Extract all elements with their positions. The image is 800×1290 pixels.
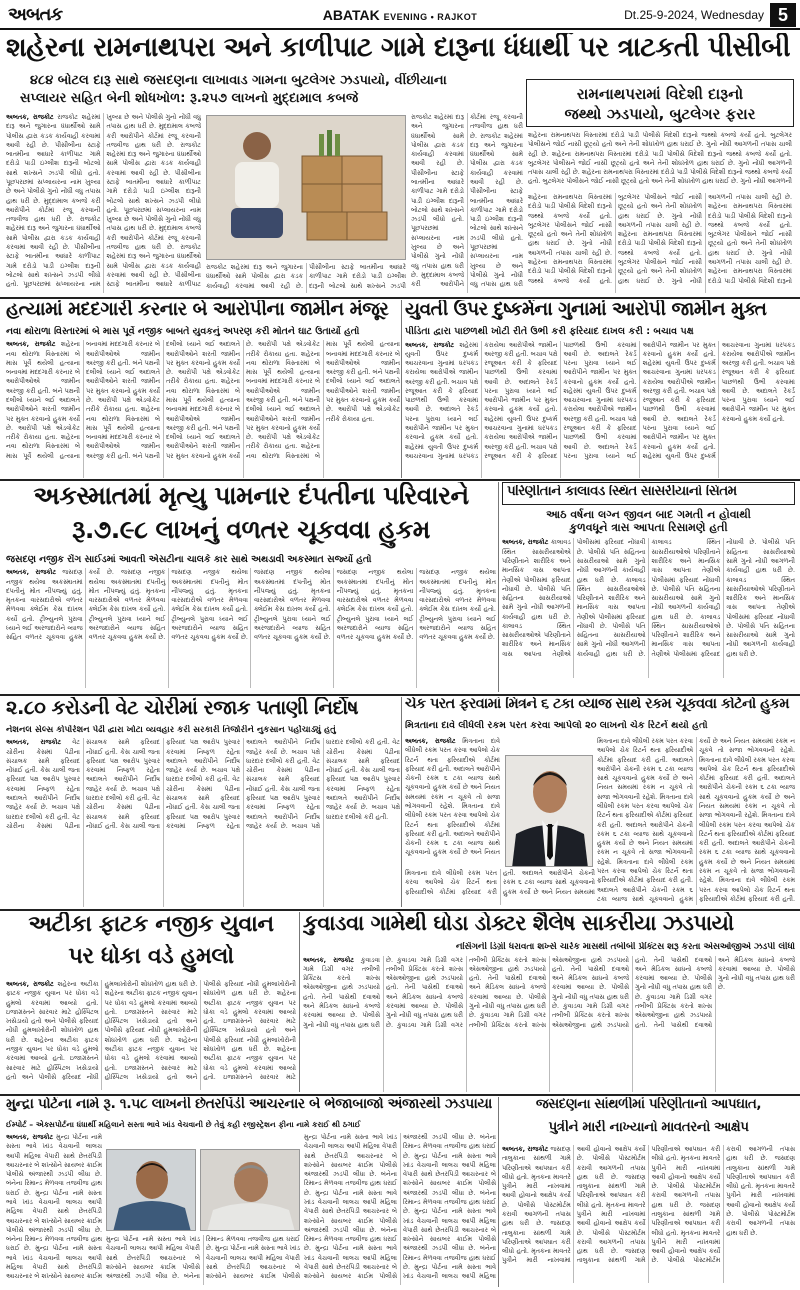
story-byline: અબતક, રાજકોટ [6,980,54,988]
story-text: મુન્દ્રા પોર્ટના નામે સસ્તા ભાવે ખાંડ વેચવાની લાલચ આપી મહિલા વેપારી સાથે છેતરપિંડી આચરનાર બે શખ્સોને સાયબર ક્રાઈમ પોલીસે અંજારથી ઝડપી લીધા છે. બંનેના રિમાન્ડ મેળવવા તજવીજ હાથ ધરાઈ છે. મુન્દ્રા પોર્ટના નામે સસ્તા ભાવે ખાંડ વેચવાની લાલચ આપી મહિલા વેપારી સાથે છેતરપિંડી આચરનાર બે શખ્સોને સાયબર ક્રાઈમ પોલીસે અંજારથી ઝડપી લીધા છે. બંનેના રિમાન્ડ મેળવવા તજવીજ હાથ ધરાઈ છે. મુન્દ્રા પોર્ટના નામે સસ્તા ભાવે ખાંડ વેચવાની લાલચ આપી મહિલા વેપારી સાથે છેતરપિંડી આચરનાર બે શખ્સોને સાયબર ક્રાઈમ [6,1133,102,1281]
paper-logo: અબતક [8,4,63,25]
story-murder-bail [6,300,400,478]
story-text: શહેરના અટીકા ફાટક નજીક યુવાન પર ધોકા વડે હુમલો કરવામાં આવ્યો હતો. ઇજાગ્રસ્તને સારવાર માટે હોસ્પિટલ ખસેડાયો હતો અને પોલીસે ફરિયાદ નોંધી હુમલાખોરોની શોધખોળ હાથ ધરી છે. શહેરના અટીકા ફાટક નજીક યુવાન પર ધોકા વડે હુમલો કરવામાં આવ્યો હતો. ઇજાગ્રસ્તને સારવાર માટે હોસ્પિટલ ખસેડાયો હતો અને પોલીસે ફરિયાદ નોંધી હુમલાખોરોની શોધખોળ હાથ ધરી છે. શહેરના અટીકા ફાટક નજીક યુવાન પર ધોકા વડે હુમલો કરવામાં આવ્યો હતો. ઇજાગ્રસ્તને સારવાર માટે હોસ્પિટલ ખસેડાયો હતો અને પોલીસે ફરિયાદ નોંધી હુમલાખોરોની શોધખોળ હાથ ધરી છે. શહેરના અટીકા ફાટક નજીક યુવાન પર ધોકા વડે હુમલો કરવામાં આવ્યો હતો. ઇજાગ્રસ્તને સારવાર માટે હોસ્પિટલ ખસેડાયો હતો અને પોલીસે ફરિયાદ નોંધી હુમલાખોરોની શોધખોળ હાથ ધરી છે. શહેરના અટીકા ફાટક નજીક યુવાન પર ધોકા વડે હુમલો કરવામાં આવ્યો હતો. ઇજાગ્રસ્તને સારવાર માટે હોસ્પિટલ ખસેડાયો હતો અને પોલીસે ફરિયાદ નોંધી હુમલાખોરોની શોધખોળ હાથ ધરી છે. શહેરના અટીકા ફાટક નજીક યુવાન પર ધોકા વડે હુમલો કરવામાં આવ્યો હતો. ઇજાગ્રસ્તને સારવાર માટે [6,980,296,1081]
masthead [0,0,800,30]
story-body [405,341,795,479]
story-text: મિત્રતાના દાવે લીધેલી રકમ પરત કરવા આપેલો ચેક રિટર્ન થતા ફરિયાદીએ કોર્ટમાં ફરિયાદ કરી હતી. અદાલતે આરોપીને ચેકની રકમ ૬ ટકા વ્યાજ સાથે ચૂકવવાનો હુકમ કર્યો છે અને નિયત સમયમાં [405,869,595,896]
accused-photo-1 [106,1149,196,1231]
sidebar-text: શહેરના રામનાથપરા વિસ્તારમાં દરોડો પાડી પોલીસે વિદેશી દારૂનો જથ્થો કબજે કર્યો હતો. બુટલેગર પોલીસને જોઈ નાસી છૂટ્યો હતો અને તેની શોધખોળ હાથ ધરાઈ છે. ગુનો નોંધી આગળની તપાસ ચાલી રહી છે. શહેરના રામનાથપરા વિસ્તારમાં દરોડો પાડી પોલીસે વિદેશી દારૂનો જથ્થો કબજે કર્યો હતો. બુટલેગર પોલીસને જોઈ નાસી છૂટ્યો હતો અને તેની શોધખોળ હાથ ધરાઈ છે. ગુનો નોંધી આગળની તપાસ ચાલી રહી છે. શહેરના રામનાથપરા વિસ્તારમાં દરોડો પાડી પોલીસે વિદેશી દારૂનો જથ્થો કબજે કર્યો હતો. બુટલેગર પોલીસને જોઈ નાસી છૂટ્યો હતો અને તેની શોધખોળ હાથ ધરાઈ છે. ગુનો નોંધી આગળની તપાસ ચાલી રહી છે. શહેરના રામનાથપરા વિસ્તારમાં દરોડો પાડી પોલીસે વિદેશી દારૂનો જથ્થો કબજે કર્યો હતો. બુટલેગર પોલીસને જોઈ નાસી છૂટ્યો હતો અને તેની શોધખોળ હાથ ધરાઈ છે. ગુનો નોંધી આગળની તપાસ ચાલી રહી છે. શહેરના રામનાથપરા વિસ્તારમાં દરોડો પાડી પોલીસે વિદેશી દારૂનો [528,193,792,285]
sidebar-headline: જથ્થો ઝડપાયો, બુટલેગર ફરાર [564,105,756,124]
story-headline-box [502,482,795,505]
paper-title: ABATAK [322,7,380,23]
story-byline: અબતક, રાજકોટ [303,955,354,964]
story-subhead: પીડિતા દ્વારા પાછળથી ખોટી રીતે ઉભી કરી ફરિયાદ દાખલ કરી : બચાવ પક્ષ [405,326,694,337]
story-text: કાલાવડ સ્થિત સાસરીયાઓએ પરિણીતાને શારીરિક અને માનસિક ત્રાસ આપતા તેણીએ પોલીસમાં ફરિયાદ નોંધાવી છે. પોલીસે પતિ સહિતના સાસરીયાઓ સામે ગુનો નોંધી આગળની કાર્યવાહી હાથ ધરી છે. કાલાવડ સ્થિત સાસરીયાઓએ પરિણીતાને શારીરિક અને માનસિક ત્રાસ આપતા તેણીએ પોલીસમાં ફરિયાદ નોંધાવી છે. પોલીસે પતિ સહિતના સાસરીયાઓ સામે ગુનો નોંધી આગળની કાર્યવાહી હાથ ધરી છે. કાલાવડ સ્થિત સાસરીયાઓએ પરિણીતાને શારીરિક અને માનસિક ત્રાસ આપતા તેણીએ પોલીસમાં ફરિયાદ નોંધાવી છે. પોલીસે પતિ સહિતના સાસરીયાઓ સામે ગુનો નોંધી આગળની કાર્યવાહી હાથ ધરી છે. કાલાવડ સ્થિત સાસરીયાઓએ પરિણીતાને શારીરિક અને માનસિક ત્રાસ આપતા તેણીએ પોલીસમાં ફરિયાદ નોંધાવી છે. પોલીસે પતિ સહિતના સાસરીયાઓ સામે ગુનો નોંધી આગળની કાર્યવાહી હાથ ધરી છે. કાલાવડ સ્થિત સાસરીયાઓએ પરિણીતાને શારીરિક અને માનસિક ત્રાસ આપતા તેણીએ પોલીસમાં ફરિયાદ નોંધાવી છે. પોલીસે પતિ સહિતના સાસરીયાઓ સામે ગુનો નોંધી આગળની કાર્યવાહી હાથ ધરી છે. કાલાવડ સ્થિત સાસરીયાઓએ પરિણીતાને શારીરિક અને માનસિક ત્રાસ આપતા તેણીએ પોલીસમાં ફરિયાદ નોંધાવી છે. પોલીસે પતિ સહિતના સાસરીયાઓ સામે ગુનો નોંધી આગળની કાર્યવાહી હાથ ધરી છે. [502,538,795,658]
story-body [502,538,795,678]
story-rape-bail [405,300,795,478]
story-byline: અબતક, રાજકોટ [6,1133,54,1141]
column-divider [498,1097,499,1287]
column-divider [299,912,300,1092]
story-headline: યુવતી ઉપર દુષ્કર્મના ગુનામાં આરોપી જામીન મુક્ત [405,300,767,320]
story-body [303,956,795,1092]
story-body [6,738,400,907]
page-number: 5 [770,3,796,27]
story-byline: અબતક, રાજકોટ [6,738,62,747]
story-headline: પર ધોકા વડે હુમલો [68,944,234,969]
story-body [6,568,496,688]
story-dowry-harassment [502,482,795,692]
story-byline: અબતક, રાજકોટ [405,737,456,745]
sidebar-text: શહેરના રામનાથપરા વિસ્તારમાં દરોડો પાડી પોલીસે વિદેશી દારૂનો જથ્થો કબજે કર્યો હતો. બુટલેગર પોલીસને જોઈ નાસી છૂટ્યો હતો અને તેની શોધખોળ હાથ ધરાઈ છે. ગુનો નોંધી આગળની તપાસ ચાલી રહી છે. શહેરના રામનાથપરા વિસ્તારમાં દરોડો પાડી પોલીસે વિદેશી દારૂનો જથ્થો કબજે કર્યો હતો. બુટલેગર પોલીસને જોઈ નાસી છૂટ્યો હતો અને તેની શોધખોળ હાથ ધરાઈ છે. ગુનો નોંધી આગળની તપાસ ચાલી રહી છે. શહેરના રામનાથપરા વિસ્તારમાં દરોડો પાડી પોલીસે વિદેશી દારૂનો જથ્થો કબજે કર્યો હતો. બુટલેગર પોલીસને જોઈ નાસી છૂટ્યો હતો અને તેની શોધખોળ હાથ ધરાઈ છે. ગુનો નોંધી આગળની [528,131,792,186]
story-body [6,1133,102,1285]
sidebar-body [528,131,792,191]
story-headline: હત્યામાં મદદગારી કરનાર બે આરોપીના જામીન મંજૂર [6,300,389,320]
story-text: જસદણ નજીક થયેલા અકસ્માતમાં દંપતીનું મોત નીપજ્યું હતું. મૃતકના વારસદારોએ વળતર મેળવવા ક્લેઈમ કેસ દાખલ કર્યો હતો. ટ્રીબ્યુનલે પુરાવા ધ્યાને લઈ અરજદારોને વ્યાજ સહિત વળતર ચૂકવવા હુકમ કર્યો છે. જસદણ નજીક થયેલા અકસ્માતમાં દંપતીનું મોત નીપજ્યું હતું. મૃતકના વારસદારોએ વળતર મેળવવા ક્લેઈમ કેસ દાખલ કર્યો હતો. ટ્રીબ્યુનલે પુરાવા ધ્યાને લઈ અરજદારોને વ્યાજ સહિત વળતર ચૂકવવા હુકમ કર્યો છે. જસદણ નજીક થયેલા અકસ્માતમાં દંપતીનું મોત નીપજ્યું હતું. મૃતકના વારસદારોએ વળતર મેળવવા ક્લેઈમ કેસ દાખલ કર્યો હતો. ટ્રીબ્યુનલે પુરાવા ધ્યાને લઈ અરજદારોને વ્યાજ સહિત વળતર ચૂકવવા હુકમ કર્યો છે. જસદણ નજીક થયેલા અકસ્માતમાં દંપતીનું મોત નીપજ્યું હતું. મૃતકના વારસદારોએ વળતર મેળવવા ક્લેઈમ કેસ દાખલ કર્યો હતો. ટ્રીબ્યુનલે પુરાવા ધ્યાને લઈ અરજદારોને વ્યાજ સહિત વળતર ચૂકવવા હુકમ કર્યો છે. જસદણ નજીક થયેલા અકસ્માતમાં દંપતીનું મોત નીપજ્યું હતું. મૃતકના વારસદારોએ વળતર મેળવવા ક્લેઈમ કેસ દાખલ કર્યો હતો. ટ્રીબ્યુનલે પુરાવા ધ્યાને લઈ અરજદારોને વ્યાજ સહિત વળતર ચૂકવવા હુકમ કર્યો છે. જસદણ નજીક થયેલા અકસ્માતમાં દંપતીનું મોત નીપજ્યું હતું. મૃતકના વારસદારોએ વળતર મેળવવા ક્લેઈમ કેસ દાખલ કર્યો હતો. ટ્રીબ્યુનલે પુરાવા ધ્યાને લઈ અરજદારોને વ્યાજ સહિત વળતર ચૂકવવા હુકમ કર્યો છે. [6,568,496,642]
accused-image-2 [201,1150,300,1231]
story-subhead: આઠ વર્ષના લગ્ન જીવન બાદ ગમતી ન હોવાથી [546,508,751,521]
raid-photo-image [207,116,406,260]
story-body [6,340,400,478]
story-byline: અબતક, રાજકોટ [502,1145,549,1153]
story-headline: શહેરના રામનાથપરા અને કાળીપાટ ગામે દારૂના ધંધાર્થી પર ત્રાટકતી પીસીબી [6,33,791,63]
column-divider [401,300,402,478]
story-headline: જસદણના સાંથળીમાં પરિણીતાનો આપઘાત, [535,1097,762,1112]
story-body-bottom [106,1235,300,1285]
column-divider [498,482,499,692]
story-subhead: કુળવધૂને ત્રાસ આપતા રિસામણે હતી [569,521,728,535]
section-rule [0,1094,800,1096]
story-accident-compensation [6,482,496,692]
story-body [6,980,296,1090]
story-subhead: નર્સિંગની ડિગ્રી ધરાવતા શખ્સે ચારેક માસથી તબીબી પ્રેક્ટિસ શરૂ કરતા એસઓજીએ ઝડપી લીધો [455,942,795,952]
story-cheque-return [405,697,795,907]
story-body-continued [206,263,406,293]
story-subhead: સપ્લાયર સહિત બેની શોધખોળ: રૂ.૨૫૭ લાખનો મુદ્દામાલ કબજે [20,91,359,106]
sidebar-body-columns [528,193,792,293]
story-subhead: ઈમ્પોર્ટ – એક્સપોર્ટના ધંધાર્થી મહિલાને સસ્તા ભાવે ખાંડ વેચવાની છે તેવું કહી રજીસ્ટ્રેશન ફીના નામે કરાઈ થી ઠગાઈ [6,1120,361,1129]
accused-photo-2 [200,1149,300,1231]
story-headline: મુન્દ્રા પોર્ટના નામે રૂ. ૧.૫૮ લાખની છેતરપિંડી આચરનાર બે ભેજાબાજો અંજારથી ઝડપાયા [6,1097,492,1112]
story-vat-evasion [6,697,400,907]
story-suicide-allegation [502,1097,795,1287]
story-body-continued [304,1133,496,1285]
story-text: મુન્દ્રા પોર્ટના નામે સસ્તા ભાવે ખાંડ વેચવાની લાલચ આપી મહિલા વેપારી સાથે છેતરપિંડી આચરનાર બે શખ્સોને સાયબર ક્રાઈમ પોલીસે અંજારથી ઝડપી લીધા છે. બંનેના રિમાન્ડ મેળવવા તજવીજ હાથ ધરાઈ છે. મુન્દ્રા પોર્ટના નામે સસ્તા ભાવે ખાંડ વેચવાની લાલચ આપી મહિલા વેપારી સાથે છેતરપિંડી આચરનાર બે શખ્સોને સાયબર ક્રાઈમ પોલીસે અંજારથી ઝડપી લીધા છે. બંનેના રિમાન્ડ મેળવવા તજવીજ હાથ ધરાઈ છે. મુન્દ્રા પોર્ટના નામે સસ્તા ભાવે ખાંડ વેચવાની લાલચ આપી મહિલા વેપારી સાથે છેતરપિંડી આચરનાર બે શખ્સોને સાયબર ક્રાઈમ પોલીસે અંજારથી ઝડપી લીધા છે. બંનેના રિમાન્ડ મેળવવા તજવીજ હાથ ધરાઈ છે. મુન્દ્રા પોર્ટના નામે સસ્તા ભાવે ખાંડ વેચવાની લાલચ આપી મહિલા વેપારી સાથે છેતરપિંડી આચરનાર બે શખ્સોને સાયબર ક્રાઈમ પોલીસે અંજારથી ઝડપી લીધા છે. બંનેના રિમાન્ડ મેળવવા તજવીજ હાથ ધરાઈ છે. મુન્દ્રા પોર્ટના નામે સસ્તા ભાવે ખાંડ વેચવાની લાલચ આપી મહિલા વેપારી સાથે છેતરપિંડી આચરનાર બે શખ્સોને સાયબર ક્રાઈમ પોલીસે અંજારથી ઝડપી લીધા છે. બંનેના રિમાન્ડ મેળવવા તજવીજ હાથ ધરાઈ છે. મુન્દ્રા પોર્ટના નામે સસ્તા ભાવે ખાંડ વેચવાની લાલચ આપી મહિલા [304,1133,496,1281]
story-text: રાજકોટ શહેરમાં દારૂ અને જુગારના ધંધાર્થીઓ સામે પોલીસ દ્વારા કડક કાર્યવાહી કરવામાં આવી રહી છે. પીસીબીના સ્ટાફે બાતમીના આધારે કાળીપાટ ગામે દરોડો પાડી ઇંગ્લીશ દારૂની બોટલો સાથે શખ્સને ઝડપી લીધો હતો. પૂછપરછમાં સપ્લાયરના નામ ખુલ્યા છે અને પોલીસે ગુનો નોંધી વધુ તપાસ હાથ ધરી છે. મુદ્દામાલ કબજે કરી આરોપીને કોર્ટમાં રજૂ કરવાની તજવીજ હાથ ધરી છે. રાજકોટ શહેરમાં દારૂ અને જુગારના ધંધાર્થીઓ સામે પોલીસ દ્વારા કડક કાર્યવાહી કરવામાં આવી રહી છે. પીસીબીના સ્ટાફે બાતમીના આધારે કાળીપાટ ગામે દરોડો પાડી ઇંગ્લીશ દારૂની બોટલો સાથે શખ્સને ઝડપી લીધો હતો. પૂછપરછમાં સપ્લાયરના નામ ખુલ્યા છે અને પોલીસે ગુનો નોંધી વધુ તપાસ હાથ ધરી [411,113,523,289]
sidebar-headline: રામનાથપરામાં વિદેશી દારૂનો [576,85,744,103]
story-body [405,737,500,862]
story-body-continued [597,737,795,905]
accused-image-1 [107,1150,196,1231]
story-body [6,113,201,293]
story-body-right [411,113,523,293]
story-liquor-raid [6,33,794,295]
story-subhead: ૪૮૪ બોટલ દારૂ સાથે જસદણના લાખાવાડ ગામના બુટલેગર ઝડપાયો, વીંછીયાના [30,73,447,88]
paper-edition: EVENING • RAJKOT [383,12,478,22]
story-subhead: મિત્રતાના દાવે લીધેલી રકમ પરત કરવા આપેલો ૨૦ લાખનો ચેક રિટર્ન થયો હતો [405,720,708,731]
story-subhead: જસદણ નજીક રોંગ સાઈડમાં આવતી એસટીના ચાલકે કાર સાથે અથડાવી અકસ્માત સર્જ્યો હતો [6,554,372,565]
story-text: રાજકોટ શહેરમાં દારૂ અને જુગારના ધંધાર્થીઓ સામે પોલીસ દ્વારા કડક કાર્યવાહી કરવામાં આવી રહી છે. પીસીબીના સ્ટાફે બાતમીના આધારે કાળીપાટ ગામે દરોડો પાડી ઇંગ્લીશ દારૂની બોટલો સાથે શખ્સને ઝડપી [206,263,406,290]
story-headline: ૨.૮૦ કરોડની વેટ ચોરીમાં રજાક પતાણી નિર્દોષ [6,697,359,719]
story-text: રાજકોટ શહેરમાં દારૂ અને જુગારના ધંધાર્થીઓ સામે પોલીસ દ્વારા કડક કાર્યવાહી કરવામાં આવી રહી છે. પીસીબીના સ્ટાફે બાતમીના આધારે કાળીપાટ ગામે દરોડો પાડી ઇંગ્લીશ દારૂની બોટલો સાથે શખ્સને ઝડપી લીધો હતો. પૂછપરછમાં સપ્લાયરના નામ ખુલ્યા છે અને પોલીસે ગુનો નોંધી વધુ તપાસ હાથ ધરી છે. મુદ્દામાલ કબજે કરી આરોપીને કોર્ટમાં રજૂ કરવાની તજવીજ હાથ ધરી છે. રાજકોટ શહેરમાં દારૂ અને જુગારના ધંધાર્થીઓ સામે પોલીસ દ્વારા કડક કાર્યવાહી કરવામાં આવી રહી છે. પીસીબીના સ્ટાફે બાતમીના આધારે કાળીપાટ ગામે દરોડો પાડી ઇંગ્લીશ દારૂની બોટલો સાથે શખ્સને ઝડપી લીધો હતો. પૂછપરછમાં સપ્લાયરના નામ ખુલ્યા છે અને પોલીસે ગુનો નોંધી વધુ તપાસ હાથ ધરી છે. મુદ્દામાલ કબજે કરી આરોપીને કોર્ટમાં રજૂ કરવાની તજવીજ હાથ ધરી છે. રાજકોટ શહેરમાં દારૂ અને જુગારના ધંધાર્થીઓ સામે પોલીસ દ્વારા કડક કાર્યવાહી કરવામાં આવી રહી છે. પીસીબીના સ્ટાફે બાતમીના આધારે કાળીપાટ ગામે દરોડો પાડી ઇંગ્લીશ દારૂની બોટલો સાથે શખ્સને ઝડપી લીધો હતો. પૂછપરછમાં સપ્લાયરના નામ ખુલ્યા છે અને પોલીસે ગુનો નોંધી વધુ તપાસ હાથ ધરી છે. મુદ્દામાલ કબજે કરી આરોપીને કોર્ટમાં રજૂ કરવાની તજવીજ હાથ ધરી છે. રાજકોટ શહેરમાં દારૂ અને જુગારના ધંધાર્થીઓ સામે પોલીસ દ્વારા કડક કાર્યવાહી કરવામાં આવી રહી છે. પીસીબીના સ્ટાફે બાતમીના આધારે કાળીપાટ [6,113,201,289]
story-headline: કુવાડવા ગામેથી ઘોડા ડોક્ટર શૈલેષ સાકરીયા ઝડપાયો [303,912,734,935]
story-text: શહેરમાં યુવતી ઉપર દુષ્કર્મ આચરવાના ગુનામાં ધરપકડ કરાયેલા આરોપીએ જામીન અરજી કરી હતી. બચાવ પક્ષે રજૂઆત કરી કે ફરિયાદ પાછળથી ઉભી કરવામાં આવી છે. અદાલતે રેકર્ડ પરના પુરાવા ધ્યાને લઈ આરોપીને જામીન પર મુક્ત કરવાનો હુકમ કર્યો હતો. શહેરમાં યુવતી ઉપર દુષ્કર્મ આચરવાના ગુનામાં ધરપકડ કરાયેલા આરોપીએ જામીન અરજી કરી હતી. બચાવ પક્ષે રજૂઆત કરી કે ફરિયાદ પાછળથી ઉભી કરવામાં આવી છે. અદાલતે રેકર્ડ પરના પુરાવા ધ્યાને લઈ આરોપીને જામીન પર મુક્ત કરવાનો હુકમ કર્યો હતો. શહેરમાં યુવતી ઉપર દુષ્કર્મ આચરવાના ગુનામાં ધરપકડ કરાયેલા આરોપીએ જામીન અરજી કરી હતી. બચાવ પક્ષે રજૂઆત કરી કે ફરિયાદ પાછળથી ઉભી કરવામાં આવી છે. અદાલતે રેકર્ડ પરના પુરાવા ધ્યાને લઈ આરોપીને જામીન પર મુક્ત કરવાનો હુકમ કર્યો હતો. શહેરમાં યુવતી ઉપર દુષ્કર્મ આચરવાના ગુનામાં ધરપકડ કરાયેલા આરોપીએ જામીન અરજી કરી હતી. બચાવ પક્ષે રજૂઆત કરી કે ફરિયાદ પાછળથી ઉભી કરવામાં આવી છે. અદાલતે રેકર્ડ પરના પુરાવા ધ્યાને લઈ આરોપીને જામીન પર મુક્ત કરવાનો હુકમ કર્યો હતો. શહેરમાં યુવતી ઉપર દુષ્કર્મ આચરવાના ગુનામાં ધરપકડ કરાયેલા આરોપીએ જામીન અરજી કરી હતી. બચાવ પક્ષે રજૂઆત કરી કે ફરિયાદ પાછળથી ઉભી કરવામાં આવી છે. અદાલતે રેકર્ડ પરના પુરાવા ધ્યાને લઈ આરોપીને જામીન પર મુક્ત કરવાનો હુકમ કર્યો હતો. શહેરમાં યુવતી ઉપર દુષ્કર્મ આચરવાના ગુનામાં ધરપકડ કરાયેલા આરોપીએ જામીન અરજી કરી હતી. બચાવ પક્ષે રજૂઆત કરી કે ફરિયાદ પાછળથી ઉભી કરવામાં આવી છે. અદાલતે રેકર્ડ પરના પુરાવા ધ્યાને લઈ આરોપીને જામીન પર મુક્ત કરવાનો હુકમ કર્યો હતો. [405,340,795,460]
story-headline: ચેક પરત ફરવામાં મિત્રને ૬ ટકા વ્યાજ સાથે રકમ ચૂકવવા કોર્ટનો હુકમ [405,697,789,712]
portrait-image [506,756,593,867]
section-rule [0,909,800,911]
story-headline: અકસ્માતમાં મૃત્યુ પામનાર દંપતીના પરિવારને [33,482,469,510]
section-rule [0,479,800,481]
column-divider [401,697,402,907]
story-subhead: નવા થોરાળા વિસ્તારમાં બે માસ પૂર્વે નજીક બાબતે યુવકનું અપરણ કરી મોતને ઘાટ ઉતાર્યો હતો [6,326,360,337]
story-byline: અબતક, રાજકોટ [6,113,54,121]
story-assault [6,912,296,1092]
issue-date: Dt.25-9-2024, Wednesday [624,8,764,22]
story-text: મિત્રતાના દાવે લીધેલી રકમ પરત કરવા આપેલો ચેક રિટર્ન થતા ફરિયાદીએ કોર્ટમાં ફરિયાદ કરી હતી. અદાલતે આરોપીને ચેકની રકમ ૬ ટકા વ્યાજ સાથે ચૂકવવાનો હુકમ કર્યો છે અને નિયત સમયમાં રકમ ન ચૂકવે તો સજા ભોગવવાની રહેશે. મિત્રતાના દાવે લીધેલી રકમ પરત કરવા આપેલો ચેક રિટર્ન થતા ફરિયાદીએ કોર્ટમાં ફરિયાદ કરી હતી. અદાલતે આરોપીને ચેકની રકમ ૬ ટકા વ્યાજ સાથે ચૂકવવાનો હુકમ કર્યો છે અને નિયત સમયમાં રકમ ન ચૂકવે તો સજા ભોગવવાની રહેશે. મિત્રતાના દાવે લીધેલી રકમ પરત કરવા આપેલો ચેક રિટર્ન થતા ફરિયાદીએ કોર્ટમાં ફરિયાદ કરી હતી. અદાલતે આરોપીને ચેકની રકમ ૬ ટકા વ્યાજ સાથે ચૂકવવાનો હુકમ કર્યો છે અને નિયત સમયમાં રકમ ન ચૂકવે તો સજા ભોગવવાની રહેશે. મિત્રતાના દાવે લીધેલી રકમ પરત કરવા આપેલો ચેક રિટર્ન થતા ફરિયાદીએ કોર્ટમાં ફરિયાદ કરી હતી. અદાલતે આરોપીને ચેકની રકમ ૬ ટકા વ્યાજ સાથે ચૂકવવાનો હુકમ કર્યો છે અને નિયત સમયમાં રકમ ન ચૂકવે તો સજા ભોગવવાની રહેશે. મિત્રતાના દાવે લીધેલી રકમ પરત કરવા આપેલો ચેક રિટર્ન થતા ફરિયાદીએ કોર્ટમાં ફરિયાદ કરી હતી. અદાલતે આરોપીને ચેકની રકમ ૬ ટકા વ્યાજ સાથે ચૂકવવાનો હુકમ કર્યો છે અને નિયત સમયમાં રકમ ન ચૂકવે તો સજા ભોગવવાની રહેશે. મિત્રતાના દાવે લીધેલી રકમ પરત કરવા આપેલો ચેક રિટર્ન થતા ફરિયાદીએ કોર્ટમાં ફરિયાદ કરી હતી. [597,737,795,903]
story-headline: પરિણીતાને કાલાવડ સ્થિત સાસરીયાનો સિતમ [507,485,737,499]
story-headline: પુત્રીને મારી નાખ્યાનો માવતરનો આક્ષેપ [548,1120,749,1135]
story-byline: અબતક, રાજકોટ [405,340,455,349]
story-headline: રૂ.૭.૯૮ લાખનું વળતર ચૂકવવા હુકમ [72,516,430,544]
story-text: કુવાડવા ગામે ડિગ્રી વગર તબીબી પ્રેક્ટિસ કરતો શખ્સ એસઓજીના હાથે ઝડપાયો હતો. તેની પાસેથી દવાઓ અને મેડિકલ સાધનો કબજે કરવામાં આવ્યા છે. પોલીસે ગુનો નોંધી વધુ તપાસ હાથ ધરી છે. કુવાડવા ગામે ડિગ્રી વગર તબીબી પ્રેક્ટિસ કરતો શખ્સ એસઓજીના હાથે ઝડપાયો હતો. તેની પાસેથી દવાઓ અને મેડિકલ સાધનો કબજે કરવામાં આવ્યા છે. પોલીસે ગુનો નોંધી વધુ તપાસ હાથ ધરી છે. કુવાડવા ગામે ડિગ્રી વગર તબીબી પ્રેક્ટિસ કરતો શખ્સ એસઓજીના હાથે ઝડપાયો હતો. તેની પાસેથી દવાઓ અને મેડિકલ સાધનો કબજે કરવામાં આવ્યા છે. પોલીસે ગુનો નોંધી વધુ તપાસ હાથ ધરી છે. કુવાડવા ગામે ડિગ્રી વગર તબીબી પ્રેક્ટિસ કરતો શખ્સ એસઓજીના હાથે ઝડપાયો હતો. તેની પાસેથી દવાઓ અને મેડિકલ સાધનો કબજે કરવામાં આવ્યા છે. પોલીસે ગુનો નોંધી વધુ તપાસ હાથ ધરી છે. કુવાડવા ગામે ડિગ્રી વગર તબીબી પ્રેક્ટિસ કરતો શખ્સ એસઓજીના હાથે ઝડપાયો હતો. તેની પાસેથી દવાઓ અને મેડિકલ સાધનો કબજે કરવામાં આવ્યા છે. પોલીસે ગુનો નોંધી વધુ તપાસ હાથ ધરી છે. કુવાડવા ગામે ડિગ્રી વગર તબીબી પ્રેક્ટિસ કરતો શખ્સ એસઓજીના હાથે ઝડપાયો હતો. તેની પાસેથી દવાઓ અને મેડિકલ સાધનો કબજે કરવામાં આવ્યા છે. પોલીસે ગુનો નોંધી વધુ તપાસ હાથ ધરી છે. [303,955,795,1029]
section-rule [0,297,800,299]
story-byline: અબતક, રાજકોટ [6,568,57,577]
raid-photo [206,115,406,260]
story-port-fraud [6,1097,496,1287]
story-text: મિત્રતાના દાવે લીધેલી રકમ પરત કરવા આપેલો ચેક રિટર્ન થતા ફરિયાદીએ કોર્ટમાં ફરિયાદ કરી હતી. અદાલતે આરોપીને ચેકની રકમ ૬ ટકા વ્યાજ સાથે ચૂકવવાનો હુકમ કર્યો છે અને નિયત સમયમાં રકમ ન ચૂકવે તો સજા ભોગવવાની રહેશે. મિત્રતાના દાવે લીધેલી રકમ પરત કરવા આપેલો ચેક રિટર્ન થતા ફરિયાદીએ કોર્ટમાં ફરિયાદ કરી હતી. અદાલતે આરોપીને ચેકની રકમ ૬ ટકા વ્યાજ સાથે ચૂકવવાનો હુકમ કર્યો છે અને નિયત [405,737,500,857]
section-rule [0,694,800,696]
story-body [502,1145,795,1283]
portrait-photo [505,755,593,867]
story-subhead: નેશનલ સેલ્સ કોર્પોરેશન પેઢી દ્વારા ખોટા વ્યવહાર કરી સરકારી તિજોરીને નુકસાન પહોંચાડ્યું હતું [6,725,336,735]
story-headline: અટીકા ફાટક નજીક યુવાન [28,912,274,937]
sidebar-box [526,79,794,127]
story-text: શહેરના નવા થોરાળા વિસ્તારમાં બે માસ પૂર્વે થયેલી હત્યાના બનાવમાં મદદગારી કરનાર બે આરોપીઓએ જામીન અરજી કરી હતી. બંને પક્ષની દલીલો ધ્યાને લઈ અદાલતે આરોપીઓને શરતી જામીન પર મુક્ત કરવાનો હુકમ કર્યો છે. આરોપી પક્ષે એડવોકેટ તરીકે રોકાયા હતા. શહેરના નવા થોરાળા વિસ્તારમાં બે માસ પૂર્વે થયેલી હત્યાના બનાવમાં મદદગારી કરનાર બે આરોપીઓએ જામીન અરજી કરી હતી. બંને પક્ષની દલીલો ધ્યાને લઈ અદાલતે આરોપીઓને શરતી જામીન પર મુક્ત કરવાનો હુકમ કર્યો છે. આરોપી પક્ષે એડવોકેટ તરીકે રોકાયા હતા. શહેરના નવા થોરાળા વિસ્તારમાં બે માસ પૂર્વે થયેલી હત્યાના બનાવમાં મદદગારી કરનાર બે આરોપીઓએ જામીન અરજી કરી હતી. બંને પક્ષની દલીલો ધ્યાને લઈ અદાલતે આરોપીઓને શરતી જામીન પર મુક્ત કરવાનો હુકમ કર્યો છે. આરોપી પક્ષે એડવોકેટ તરીકે રોકાયા હતા. શહેરના નવા થોરાળા વિસ્તારમાં બે માસ પૂર્વે થયેલી હત્યાના બનાવમાં મદદગારી કરનાર બે આરોપીઓએ જામીન અરજી કરી હતી. બંને પક્ષની દલીલો ધ્યાને લઈ અદાલતે આરોપીઓને શરતી જામીન પર મુક્ત કરવાનો હુકમ કર્યો છે. આરોપી પક્ષે એડવોકેટ તરીકે રોકાયા હતા. શહેરના નવા થોરાળા વિસ્તારમાં બે માસ પૂર્વે થયેલી હત્યાના બનાવમાં મદદગારી કરનાર બે આરોપીઓએ જામીન અરજી કરી હતી. બંને પક્ષની દલીલો ધ્યાને લઈ અદાલતે આરોપીઓને શરતી જામીન પર મુક્ત કરવાનો હુકમ કર્યો છે. આરોપી પક્ષે એડવોકેટ તરીકે રોકાયા હતા. શહેરના નવા થોરાળા વિસ્તારમાં બે માસ પૂર્વે થયેલી હત્યાના બનાવમાં મદદગારી કરનાર બે આરોપીઓએ જામીન અરજી કરી હતી. બંને પક્ષની દલીલો ધ્યાને લઈ અદાલતે આરોપીઓને શરતી જામીન પર મુક્ત કરવાનો હુકમ કર્યો છે. આરોપી પક્ષે એડવોકેટ તરીકે રોકાયા હતા. [6,340,400,460]
story-fake-doctor [303,912,795,1092]
story-byline: અબતક, રાજકોટ [6,340,56,349]
story-body-bottom [405,869,595,905]
story-byline: અબતક, રાજકોટ [502,538,549,547]
story-text: જસદણ તાલુકાના સાંથળી ગામે પરિણીતાએ આપઘાત કરી લીધો હતો. મૃતકના માવતરે પુત્રીને મારી નાખવામાં આવી હોવાનો આક્ષેપ કર્યો છે. પોલીસે પોસ્ટમોર્ટમ કરાવી આગળની તપાસ હાથ ધરી છે. જસદણ તાલુકાના સાંથળી ગામે પરિણીતાએ આપઘાત કરી લીધો હતો. મૃતકના માવતરે પુત્રીને મારી નાખવામાં આવી હોવાનો આક્ષેપ કર્યો છે. પોલીસે પોસ્ટમોર્ટમ કરાવી આગળની તપાસ હાથ ધરી છે. જસદણ તાલુકાના સાંથળી ગામે પરિણીતાએ આપઘાત કરી લીધો હતો. મૃતકના માવતરે પુત્રીને મારી નાખવામાં આવી હોવાનો આક્ષેપ કર્યો છે. પોલીસે પોસ્ટમોર્ટમ કરાવી આગળની તપાસ હાથ ધરી છે. જસદણ તાલુકાના સાંથળી ગામે પરિણીતાએ આપઘાત કરી લીધો હતો. મૃતકના માવતરે પુત્રીને મારી નાખવામાં આવી હોવાનો આક્ષેપ કર્યો છે. પોલીસે પોસ્ટમોર્ટમ કરાવી આગળની તપાસ હાથ ધરી છે. જસદણ તાલુકાના સાંથળી ગામે પરિણીતાએ આપઘાત કરી લીધો હતો. મૃતકના માવતરે પુત્રીને મારી નાખવામાં આવી હોવાનો આક્ષેપ કર્યો છે. પોલીસે પોસ્ટમોર્ટમ કરાવી આગળની તપાસ હાથ ધરી છે. જસદણ તાલુકાના સાંથળી ગામે પરિણીતાએ આપઘાત કરી લીધો હતો. મૃતકના માવતરે પુત્રીને મારી નાખવામાં આવી હોવાનો આક્ષેપ કર્યો છે. પોલીસે પોસ્ટમોર્ટમ કરાવી આગળની તપાસ હાથ ધરી છે. [502,1145,795,1265]
story-text: વેટ ચોરીના કેસમાં પેઢીના સંચાલક સામે ફરિયાદ નોંધાઈ હતી. કેસ ચાલી જતા ફરિયાદ પક્ષ આરોપ પુરવાર કરવામાં નિષ્ફળ રહેતા અદાલતે આરોપીને નિર્દોષ જાહેર કર્યા છે. બચાવ પક્ષે ધારદાર દલીલો કરી હતી. વેટ ચોરીના કેસમાં પેઢીના સંચાલક સામે ફરિયાદ નોંધાઈ હતી. કેસ ચાલી જતા ફરિયાદ પક્ષ આરોપ પુરવાર કરવામાં નિષ્ફળ રહેતા અદાલતે આરોપીને નિર્દોષ જાહેર કર્યા છે. બચાવ પક્ષે ધારદાર દલીલો કરી હતી. વેટ ચોરીના કેસમાં પેઢીના સંચાલક સામે ફરિયાદ નોંધાઈ હતી. કેસ ચાલી જતા ફરિયાદ પક્ષ આરોપ પુરવાર કરવામાં નિષ્ફળ રહેતા અદાલતે આરોપીને નિર્દોષ જાહેર કર્યા છે. બચાવ પક્ષે ધારદાર દલીલો કરી હતી. વેટ ચોરીના કેસમાં પેઢીના સંચાલક સામે ફરિયાદ નોંધાઈ હતી. કેસ ચાલી જતા ફરિયાદ પક્ષ આરોપ પુરવાર કરવામાં નિષ્ફળ રહેતા અદાલતે આરોપીને નિર્દોષ જાહેર કર્યા છે. બચાવ પક્ષે ધારદાર દલીલો કરી હતી. વેટ ચોરીના કેસમાં પેઢીના સંચાલક સામે ફરિયાદ નોંધાઈ હતી. કેસ ચાલી જતા ફરિયાદ પક્ષ આરોપ પુરવાર કરવામાં નિષ્ફળ રહેતા અદાલતે આરોપીને નિર્દોષ જાહેર કર્યા છે. બચાવ પક્ષે ધારદાર દલીલો કરી હતી. વેટ ચોરીના કેસમાં પેઢીના સંચાલક સામે ફરિયાદ નોંધાઈ હતી. કેસ ચાલી જતા ફરિયાદ પક્ષ આરોપ પુરવાર કરવામાં નિષ્ફળ રહેતા અદાલતે આરોપીને નિર્દોષ જાહેર કર્યા છે. બચાવ પક્ષે ધારદાર દલીલો કરી હતી. [6,738,400,830]
story-text: મુન્દ્રા પોર્ટના નામે સસ્તા ભાવે ખાંડ વેચવાની લાલચ આપી મહિલા વેપારી સાથે છેતરપિંડી આચરનાર બે શખ્સોને સાયબર ક્રાઈમ પોલીસે અંજારથી ઝડપી લીધા છે. બંનેના રિમાન્ડ મેળવવા તજવીજ હાથ ધરાઈ છે. મુન્દ્રા પોર્ટના નામે સસ્તા ભાવે ખાંડ વેચવાની લાલચ આપી મહિલા વેપારી સાથે છેતરપિંડી આચરનાર બે શખ્સોને સાયબર ક્રાઈમ પોલીસે [106,1235,300,1281]
